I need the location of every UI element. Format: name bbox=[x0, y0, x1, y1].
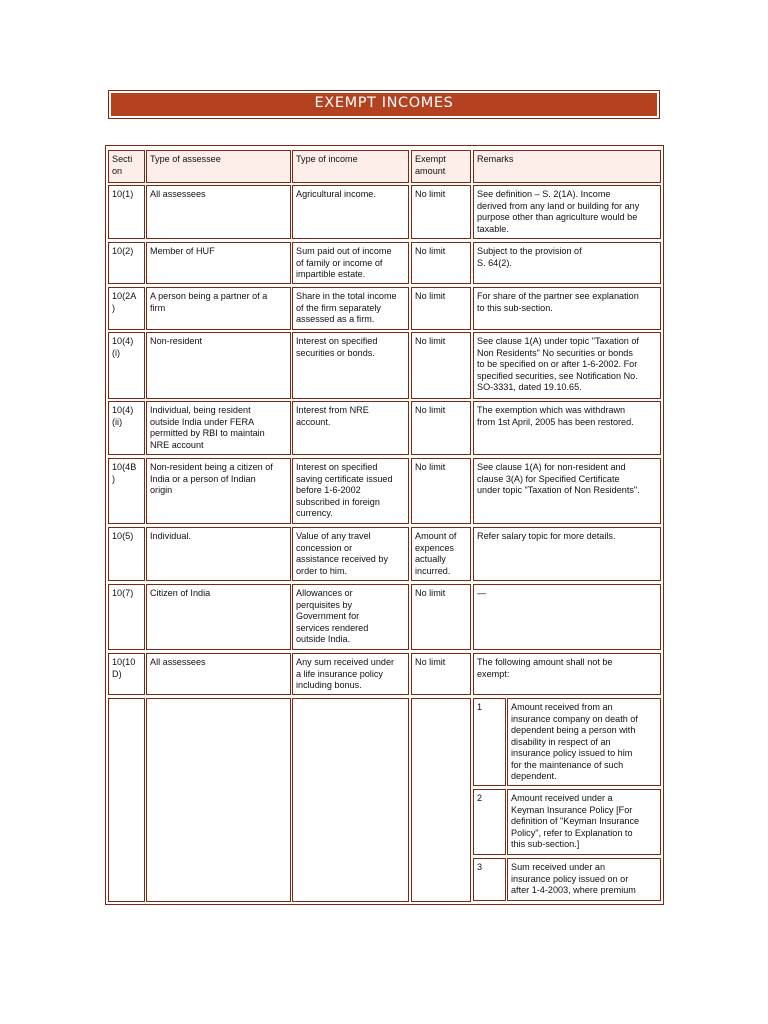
row-amount: Amount of expences actually incurred. bbox=[411, 527, 471, 581]
row-remarks: Subject to the provision of S. 64(2). bbox=[473, 242, 661, 284]
row-section: 10(1) bbox=[108, 185, 145, 239]
header-remarks: Remarks bbox=[473, 150, 661, 183]
sub-item-text: Amount received under a Keyman Insurance Policy [For definition of "Keyman Insurance Policy", refer to Explanation to this sub-section.] bbox=[507, 789, 661, 855]
empty-cell bbox=[108, 698, 145, 902]
row-assessee: Non-resident bbox=[146, 332, 291, 399]
row-amount: No limit bbox=[411, 287, 471, 330]
sub-item-text: Amount received from an insurance company on death of dependent being a person with disability in respect of an insurance policy issued to him for the maintenance of such dependent. bbox=[507, 698, 661, 786]
row-remarks: For share of the partner see explanation to this sub-section. bbox=[473, 287, 661, 330]
row-amount: No limit bbox=[411, 185, 471, 239]
row-assessee: Citizen of India bbox=[146, 584, 291, 650]
row-remarks: The following amount shall not be exempt: bbox=[473, 653, 661, 695]
row-income: Interest from NRE account. bbox=[292, 401, 409, 455]
row-section: 10(5) bbox=[108, 527, 145, 581]
header-assessee: Type of assessee bbox=[146, 150, 291, 183]
row-section: 10(10 D) bbox=[108, 653, 145, 695]
row-section: 10(2) bbox=[108, 242, 145, 284]
title-frame bbox=[108, 90, 660, 119]
row-remarks: The exemption which was withdrawn from 1st April, 2005 has been restored. bbox=[473, 401, 661, 455]
header-section: Secti on bbox=[108, 150, 145, 183]
row-income: Agricultural income. bbox=[292, 185, 409, 239]
row-section: 10(2A ) bbox=[108, 287, 145, 330]
row-assessee: Individual. bbox=[146, 527, 291, 581]
row-amount: No limit bbox=[411, 584, 471, 650]
row-amount: No limit bbox=[411, 332, 471, 399]
row-assessee: Individual, being resident outside India under FERA permitted by RBI to maintain NRE account bbox=[146, 401, 291, 455]
row-section: 10(4) (i) bbox=[108, 332, 145, 399]
row-assessee: Member of HUF bbox=[146, 242, 291, 284]
sub-item-number: 3 bbox=[473, 858, 506, 901]
row-income: Any sum received under a life insurance policy including bonus. bbox=[292, 653, 409, 695]
sub-item-number: 2 bbox=[473, 789, 506, 855]
row-amount: No limit bbox=[411, 458, 471, 524]
row-remarks: — bbox=[473, 584, 661, 650]
row-income: Interest on specified securities or bonds. bbox=[292, 332, 409, 399]
row-assessee: All assessees bbox=[146, 653, 291, 695]
empty-cell bbox=[411, 698, 471, 902]
header-amount: Exempt amount bbox=[411, 150, 471, 183]
row-amount: No limit bbox=[411, 401, 471, 455]
row-assessee: A person being a partner of a firm bbox=[146, 287, 291, 330]
row-income: Interest on specified saving certificate issued before 1-6-2002 subscribed in foreign currency. bbox=[292, 458, 409, 524]
row-income: Share in the total income of the firm separately assessed as a firm. bbox=[292, 287, 409, 330]
page-title: EXEMPT INCOMES bbox=[111, 93, 657, 116]
row-remarks: See definition – S. 2(1A). Income derived from any land or building for any purpose other than agriculture would be taxable. bbox=[473, 185, 661, 239]
row-income: Value of any travel concession or assistance received by order to him. bbox=[292, 527, 409, 581]
row-income: Sum paid out of income of family or income of impartible estate. bbox=[292, 242, 409, 284]
row-assessee: Non-resident being a citizen of India or a person of Indian origin bbox=[146, 458, 291, 524]
row-section: 10(4B ) bbox=[108, 458, 145, 524]
row-assessee: All assessees bbox=[146, 185, 291, 239]
row-amount: No limit bbox=[411, 653, 471, 695]
header-income: Type of income bbox=[292, 150, 409, 183]
row-section: 10(4) (ii) bbox=[108, 401, 145, 455]
sub-item-text: Sum received under an insurance policy issued on or after 1-4-2003, where premium bbox=[507, 858, 661, 901]
row-remarks: See clause 1(A) under topic "Taxation of Non Residents" No securities or bonds to be specified on or after 1-6-2002. For specified securities, see Notification No. SO-3331, dated 19.10.65. bbox=[473, 332, 661, 399]
sub-item-number: 1 bbox=[473, 698, 506, 786]
row-income: Allowances or perquisites by Government for services rendered outside India. bbox=[292, 584, 409, 650]
row-amount: No limit bbox=[411, 242, 471, 284]
empty-cell bbox=[292, 698, 409, 902]
row-remarks: Refer salary topic for more details. bbox=[473, 527, 661, 581]
row-section: 10(7) bbox=[108, 584, 145, 650]
row-remarks: See clause 1(A) for non-resident and clause 3(A) for Specified Certificate under topic "Taxation of Non Residents". bbox=[473, 458, 661, 524]
empty-cell bbox=[146, 698, 291, 902]
